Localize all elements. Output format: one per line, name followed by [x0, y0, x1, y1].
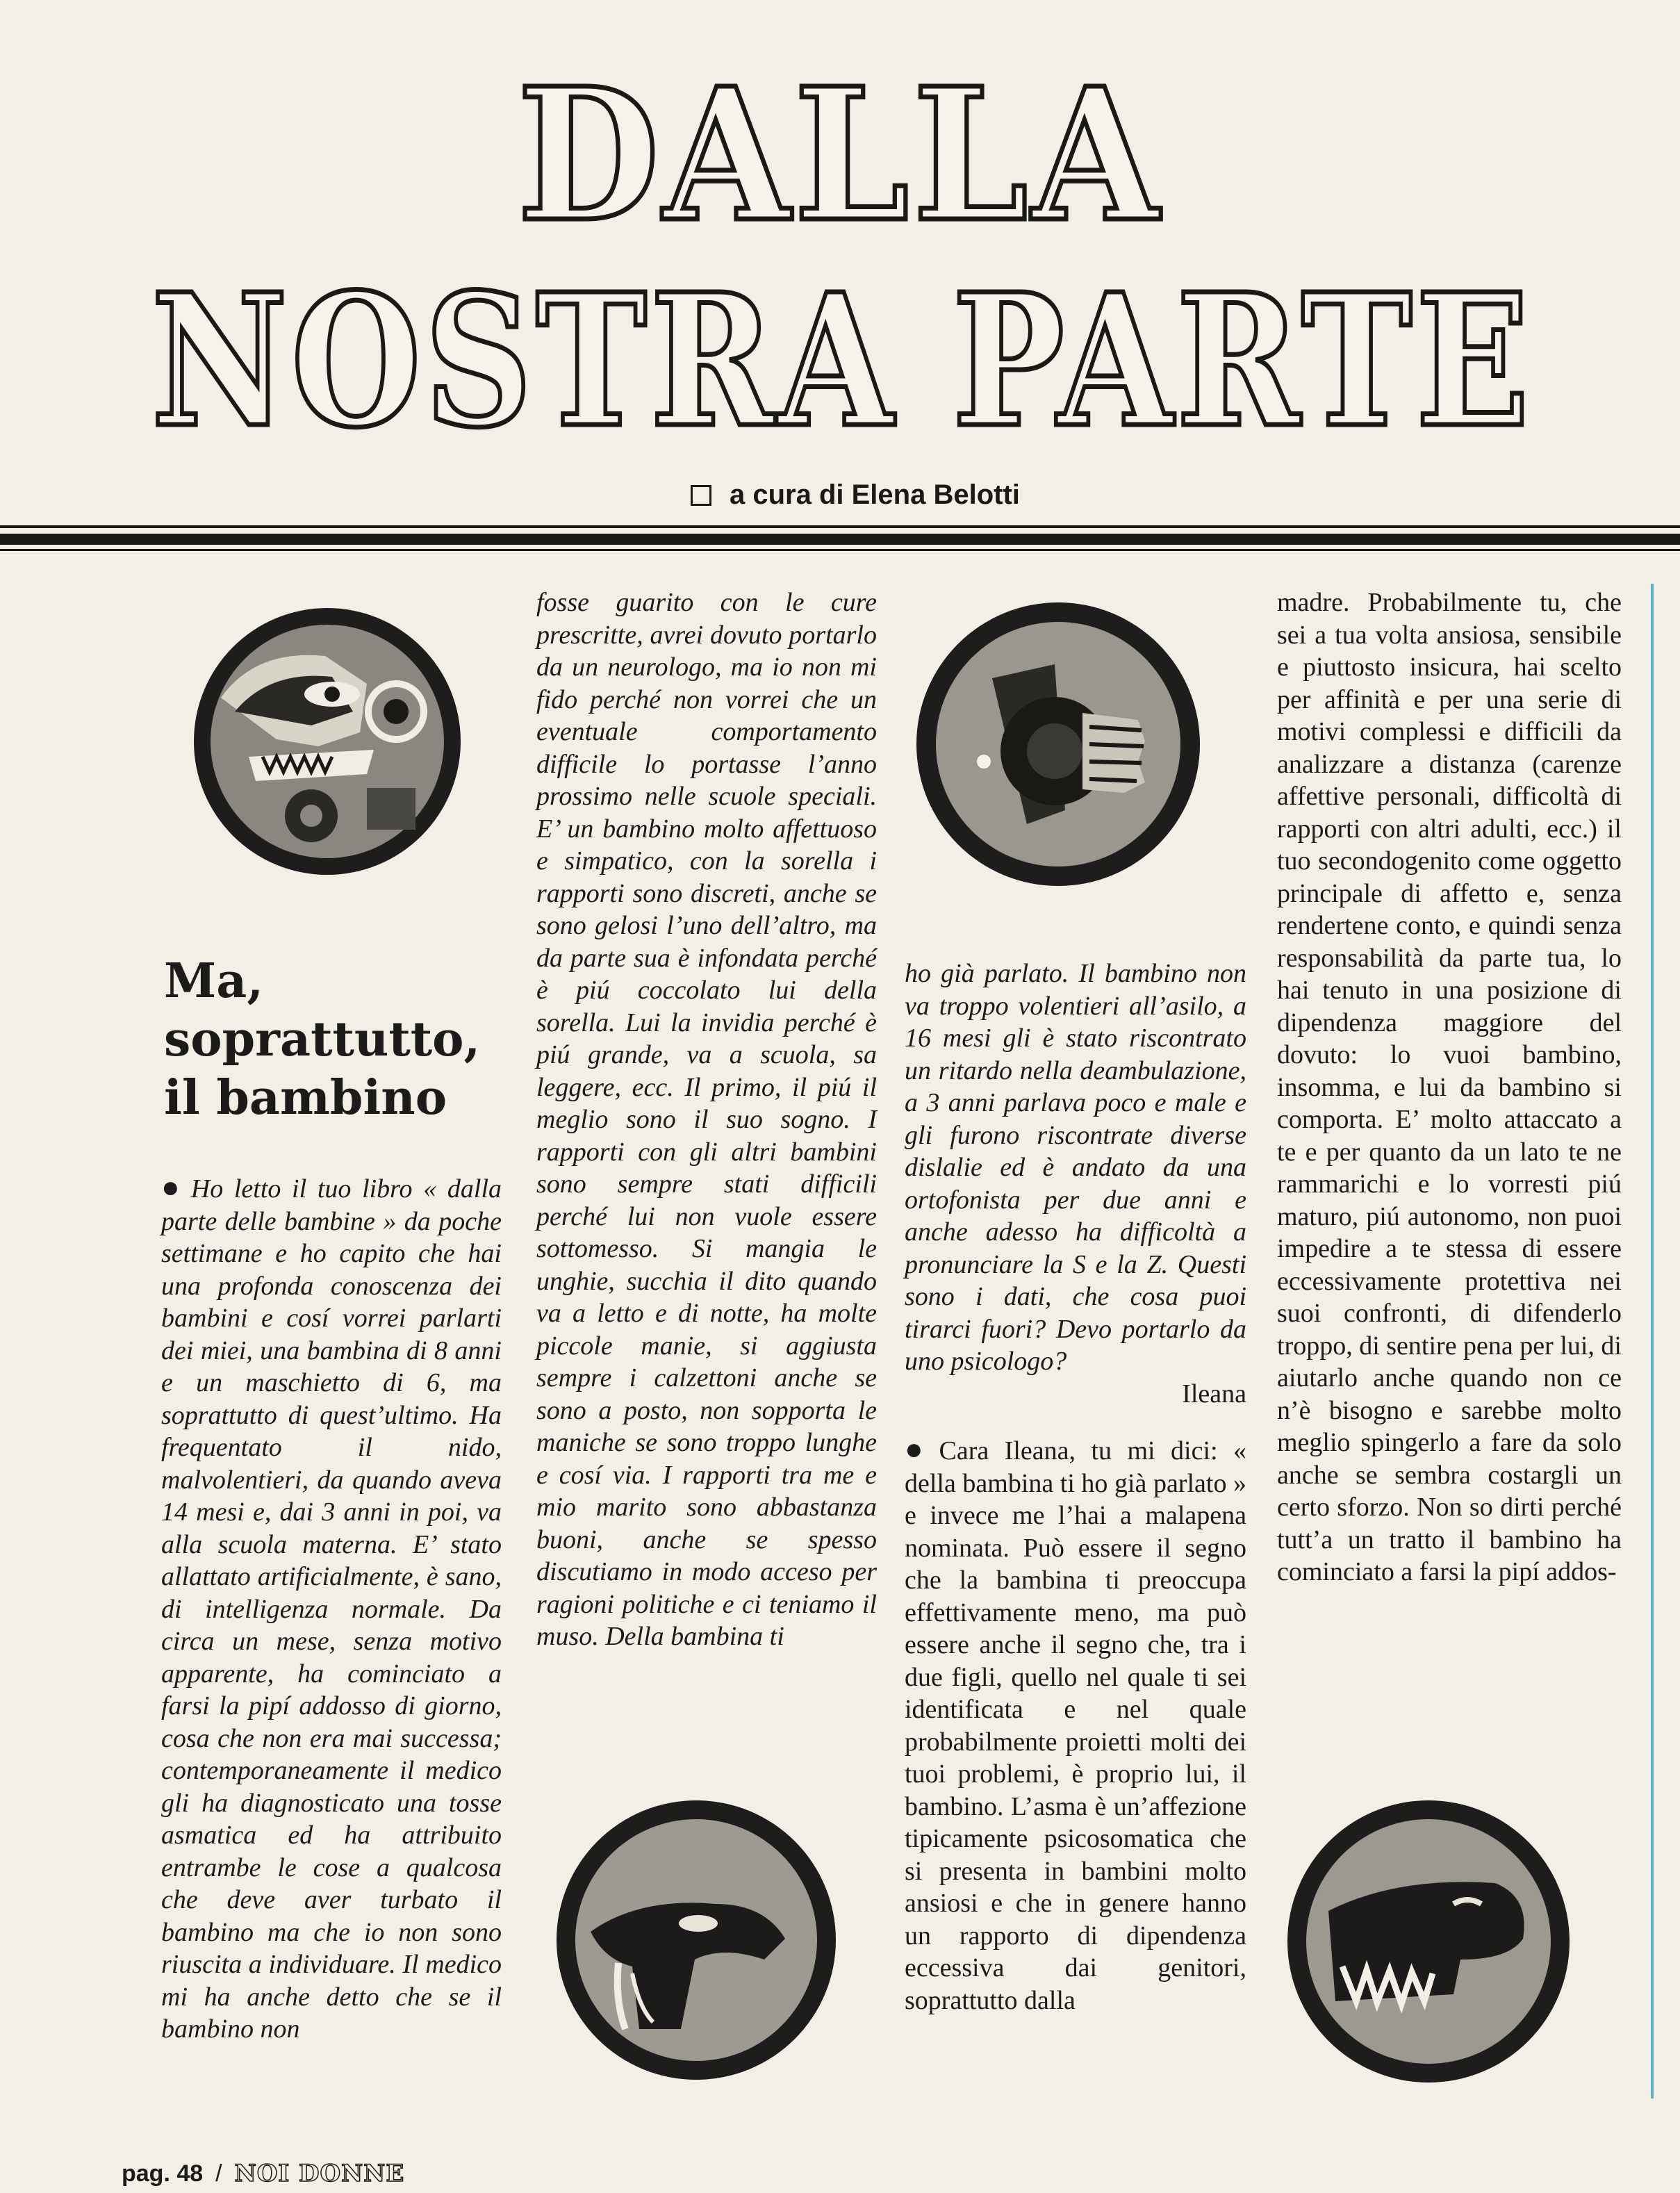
jaguar-medallion-icon: [193, 607, 461, 876]
footer-separator: /: [215, 2160, 222, 2187]
letter-text-2: fosse guarito con le cure prescritte, avrei dovuto portarlo da un neurologo, ma io non mi fido perché non vorrei che un eventuale comportamento difficile lo portasse l’anno prossimo nelle scuole speciali. E’ un bambino molto affettuoso e simpatico, con la sorella i rapporti sono discreti, anche se sono gelosi l’uno dell’altro, ma da parte sua è infondata perché è piú coccolato lui della sorella. Lui la invidia perché è piú grande, va a scuola, sa leggere, ecc. Il primo, il piú il meglio sono il suo sogno. I rapporti con gli altri bambini sono sempre stati difficili perché lui non vuole essere sottomesso. Si mangia le unghie, succhia il dito quando va a letto e di notte, ha molte piccole manie, si aggiusta sempre i calzettoni anche se sono a posto, non sopporta le maniche se sono troppo lunghe e cosí via. I rapporti tra me e mio marito sono abbastanza buoni, anche se spesso discutiamo in modo acceso per ragioni politiche e ci teniamo il muso. Della bambina ti: [536, 588, 877, 1651]
bullet-dot-icon: ●: [905, 1432, 932, 1466]
title-line-2: NOSTRA PARTE: [151, 254, 1533, 468]
column-3: [905, 958, 1246, 2017]
top-rule-thin: [0, 525, 1680, 528]
letter-text-1: Ho letto il tuo libro « dalla parte delle bambine » da poche settimane e ho capito che hai una profonda conoscenza dei bambini e cosí vorrei parlarti dei miei, una bambina di 8 anni e un maschietto di 6, ma soprattutto di quest’ultimo. Ha frequentato il nido, malvolentieri, da quando aveva 14 mesi e, dai 3 anni in poi, va alla scuola materna. E’ stato allattato artificialmente, è sano, di intelligenza normale. Da circa un mese, senza motivo apparente, ha cominciato a farsi la pipí addosso di giorno, cosa che non era mai successa; contemporaneamente il medico gli ha diagnosticato una tosse asmatica ed ha attribuito entrambe le cose a qualcosa che deve aver turbato il bambino ma che io non sono riuscita a individuare. Il medico mi ha anche detto che se il bambino non: [161, 1174, 502, 2044]
margin-rule: [1651, 584, 1654, 2098]
byline: [691, 479, 1020, 511]
column-4: [1277, 586, 1622, 1588]
square-bullet-icon: [691, 485, 711, 506]
letter-text-3: ho già parlato. Il bambino non va troppo volentieri all’asilo, a 16 mesi gli è stato riscontrato un ritardo nella deambulazione, a 3 anni parlava poco e male e gli furono riscontrate diverse dislalie ed è andato da una ortofonista per due anni e anche adesso ha difficoltà a pronunciare la S e la Z. Questi sono i dati, che cosa puoi tirarci fuori? Devo portarlo da uno psicologo?: [905, 959, 1246, 1376]
letter-signature: Ileana: [1182, 1379, 1246, 1408]
article-headline: Ma, soprattutto, il bambino: [164, 953, 481, 1126]
reply-text-1: Cara Ileana, tu mi dici: « della bambina ti ho già parlato » e invece me l’hai a malapena nominata. Può essere il segno che la bambina ti preoccupa effettivamente meno, ma può essere anche il segno che, tra i due figli, quello nel quale ti sei identificata e nel quale probabilmente proietti molti dei tuoi problemi, è proprio lui, il bambino. L’asma è un’affezione tipicamente psicosomatica che si presenta in bambini molto ansiosi e che in genere hanno un rapporto di dipendenza eccessiva dai genitori, soprattutto dalla: [905, 1436, 1246, 2015]
serpent-medallion-icon: [556, 1800, 837, 2080]
reply-text-2: madre. Probabilmente tu, che sei a tua volta ansiosa, sensibile e piuttosto insicura, hai scelto per affinità e per una serie di motivi complessi e difficili da analizzare a distanza (carenze affettive personali, difficoltà di rapporti con altri adulti, ecc.) il tuo secondogenito come oggetto principale di affetto e, senza rendertene conto, e quindi senza responsabilità da parte tua, lo hai tenuto in una posizione di dipendenza maggiore del dovuto: lo vuoi bambino, insomma, e lui da bambino si comporta. E’ molto attaccato a te e per quanto da un lato te ne rammarichi e lo vorresti piú maturo, piú autonomo, non puoi impedire a te stessa di essere eccessivamente protettiva nei suoi confronti, di difenderlo troppo, di sentire pena per lui, di aiutarlo anche quando non ce n’è bisogno e sarebbe molto meglio spingerlo a fare da solo anche se sembra costargli un certo sforzo. Non so dirti perché tutt’a un tratto il bambino ha cominciato a farsi la pipí addos-: [1277, 588, 1622, 1586]
page-footer: [122, 2160, 404, 2187]
top-rule-lower: [0, 549, 1680, 551]
byline-text: a cura di Elena Belotti: [730, 479, 1020, 510]
hand-medallion-icon: [916, 602, 1201, 887]
page-number: pag. 48: [122, 2160, 204, 2187]
wolf-medallion-icon: [1287, 1800, 1570, 2083]
letter-column-2: [536, 586, 877, 1653]
top-rule-thick: [0, 534, 1680, 545]
bullet-dot-icon: ●: [161, 1170, 184, 1204]
letter-column-1: [161, 1172, 502, 2046]
title-line-1: DALLA: [517, 48, 1163, 262]
magazine-logo: NOI DONNE: [234, 2160, 405, 2187]
